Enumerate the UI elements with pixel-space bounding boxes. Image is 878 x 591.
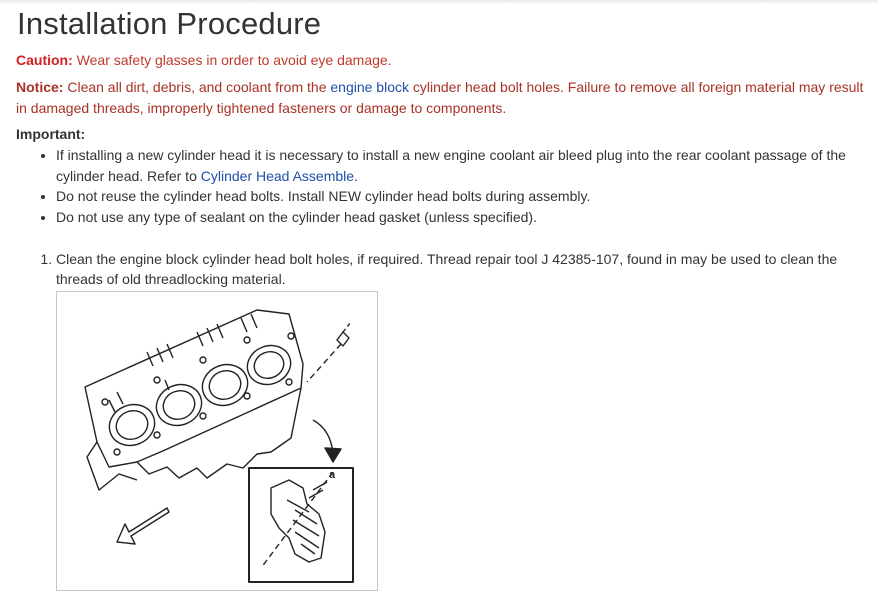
cylinder-head-assemble-link[interactable]: Cylinder Head Assemble [200, 167, 355, 184]
notice-paragraph [16, 77, 874, 119]
bullet-text: Do not reuse the cylinder head bolts. Install NEW cylinder head bolts during assembly. [56, 188, 591, 204]
engine-block-lower-edge [137, 388, 301, 478]
list-item [56, 186, 874, 207]
list-item [56, 207, 874, 228]
notice-text-after: cylinder head bolt holes. Failure to remove all foreign material may result in damaged threads, improperly tightened fasteners or damage to components. [16, 79, 864, 116]
front-direction-arrow [117, 508, 169, 544]
notice-text-before: Clean all dirt, debris, and coolant from the [63, 79, 331, 95]
step-list [16, 249, 874, 289]
caution-label: Caution: [16, 52, 73, 68]
list-item [56, 145, 874, 186]
important-label: Important: [16, 126, 86, 142]
bullet-text: If installing a new cylinder head it is necessary to install a new engine coolant air bleed plug into the rear coolant passage of the cylinder head. Refer to [56, 147, 846, 184]
cylinder-bore-4 [241, 339, 296, 391]
important-list [16, 145, 874, 227]
engine-block-drawing [57, 292, 377, 590]
engine-block-illustration [56, 291, 378, 591]
caution-text: Wear safety glasses in order to avoid eye damage. [72, 52, 392, 68]
page-title: Installation Procedure [17, 6, 322, 41]
cylinder-head-bolt [337, 332, 349, 346]
engine-block-link[interactable]: engine block [330, 79, 409, 95]
caution-paragraph [16, 51, 874, 69]
bolt-hole-section [271, 480, 325, 562]
notice-label: Notice: [16, 79, 64, 95]
detail-label-a: a [329, 469, 336, 481]
step-item: 1. Clean the engine block cylinder head bolt holes, if required. Thread repair tool J 42385-107, found in may be used to clean the threads of old threadlocking material. [56, 249, 874, 289]
procedure-content [16, 0, 874, 289]
cylinder-bore-3 [196, 358, 254, 412]
bolt-guide-line [307, 344, 341, 382]
bullet-text-end: . [354, 167, 358, 184]
cylinder-bore-2 [150, 378, 208, 432]
bullet-text: Do not use any type of sealant on the cylinder head gasket (unless specified). [56, 208, 537, 225]
